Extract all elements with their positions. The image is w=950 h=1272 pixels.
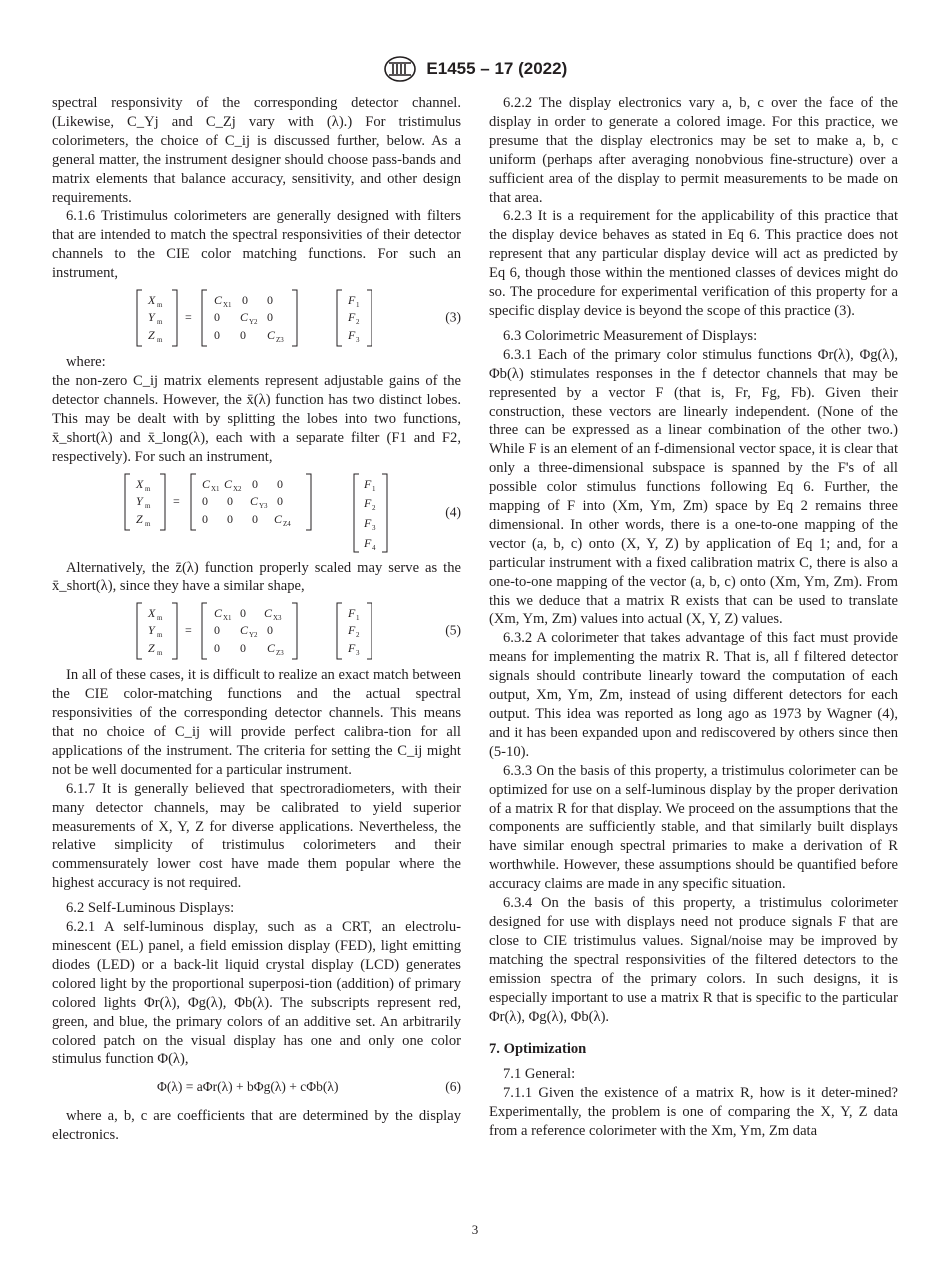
equation-6 — [52, 1075, 461, 1101]
svg-text:1: 1 — [356, 614, 360, 623]
svg-text:X1: X1 — [223, 614, 232, 623]
svg-text:0: 0 — [240, 606, 246, 621]
svg-text:0: 0 — [267, 293, 273, 308]
paragraph-alternatively: Alternatively, the z̄(λ) function properly scaled may serve as the x̄_short(λ), since they have a similar shape, — [52, 559, 461, 595]
svg-text:F: F — [348, 328, 356, 343]
svg-text:Z4: Z4 — [283, 519, 291, 528]
svg-text:0: 0 — [267, 310, 273, 325]
svg-text:0: 0 — [240, 328, 246, 343]
svg-text:m: m — [145, 519, 151, 528]
svg-text:C: C — [250, 493, 259, 508]
svg-text:2: 2 — [356, 631, 360, 640]
equation-4-matrix — [52, 471, 392, 555]
svg-text:C: C — [202, 476, 211, 491]
paragraph-6-2-1: 6.2.1 A self-luminous display, such as a CRT, an electrolu-minescent (EL) panel, a field emission display (FED), light emitting diodes (LED) or a back-lit liquid crystal display (LCD) generates colored light by the proportional superposi-tion (addition) of primary colored lights Φr(λ), Φg(λ), Φb(λ). The subscripts represent red, green, and blue, the primary colors of an additive set. An arbitrarily colored patch on the visual display has one and only one color stimulus function Φ(λ), — [52, 919, 461, 1068]
svg-text:m: m — [145, 484, 151, 493]
svg-text:2: 2 — [372, 503, 376, 512]
svg-text:=: = — [173, 493, 180, 508]
svg-text:0: 0 — [227, 493, 233, 508]
section-6-2-heading: 6.2 Self-Luminous Displays: — [66, 900, 235, 917]
svg-text:C: C — [214, 606, 223, 621]
svg-text:X3: X3 — [273, 614, 282, 623]
svg-text:0: 0 — [267, 623, 273, 638]
svg-text:X: X — [148, 293, 156, 308]
paragraph-6-3-3: 6.3.3 On the basis of this property, a tristimulus colorimeter can be optimized for use on a self-luminous display by the proper derivation of a matrix R for that display. We proceed on the assumptions that the components are sufficiently stable, and that similarly built displays have similar enough spectral primaries to make a derivation of R worthwhile. However, these assumptions should be quantified before accuracy claims are made in any specific situation. — [489, 762, 898, 893]
equation-5-number: (5) — [445, 622, 461, 638]
svg-text:0: 0 — [277, 476, 283, 491]
svg-text:C: C — [214, 293, 223, 308]
page-number: 3 — [471, 1222, 479, 1237]
paragraph-7-1-1: 7.1.1 Given the existence of a matrix R, how is it deter-mined? Experimentally, the problem is one of comparing the X, Y, Z data from a reference colorimeter with the Xm, Ym, Zm data — [489, 1085, 898, 1140]
where-label: where: — [66, 354, 106, 371]
svg-text:Y3: Y3 — [259, 501, 268, 510]
svg-text:m: m — [157, 649, 163, 658]
svg-text:0: 0 — [214, 328, 220, 343]
svg-text:C: C — [267, 641, 276, 656]
paragraph-6-2-2: 6.2.2 The display electronics vary a, b, c over the face of the display in order to generate a colored image. For this practice, we presume that the display electronics may be set to make a, b, c uniform (perhaps after averaging nonobvious fine-structure) over a sufficient area of the display to permit measurements to be made on that area. — [489, 95, 898, 206]
section-7-heading: 7. Optimization — [489, 1041, 587, 1058]
svg-text:F: F — [348, 293, 356, 308]
svg-text:=: = — [185, 310, 192, 325]
svg-text:F: F — [348, 606, 356, 621]
equation-6-number: (6) — [445, 1079, 461, 1095]
svg-text:3: 3 — [372, 523, 376, 532]
right-column — [489, 94, 898, 1141]
equation-5-matrix — [52, 600, 372, 662]
svg-text:F: F — [348, 641, 356, 656]
paragraph-6-1-7: 6.1.7 It is generally believed that spectroradiometers, with their many detector channels, may be calibrated to yield superior measurements of X, Y, Z for diverse applications. Nevertheless, the relative simplicity of tristimulus colorimeters and their commensurately lower cost have made them popular where the highest accuracy is not required. — [52, 780, 461, 892]
svg-text:C: C — [267, 328, 276, 343]
svg-text:1: 1 — [356, 301, 360, 310]
svg-text:F: F — [364, 476, 372, 491]
paragraph-6-3-2: 6.3.2 A colorimeter that takes advantage of this fact must provide means for implementing the matrix R. That is, all f filtered detector signals should contribute linearly toward the computation of each output, Xm, Ym, Zm, instead of using different detectors for each output. This idea was reported as long ago as 1973 by Wagner (4), and it has been expanded upon and rediscovered by others since then (5-10). — [489, 630, 898, 760]
svg-text:3: 3 — [356, 649, 360, 658]
svg-text:0: 0 — [252, 511, 258, 526]
page-header — [0, 55, 950, 83]
svg-text:m: m — [157, 336, 163, 345]
paragraph-where-abc: where a, b, c are coefficients that are determined by the display electronics. — [52, 1108, 461, 1144]
svg-text:0: 0 — [214, 641, 220, 656]
equation-5 — [52, 600, 461, 662]
svg-text:C: C — [274, 511, 283, 526]
svg-text:3: 3 — [356, 336, 360, 345]
svg-text:Y2: Y2 — [249, 631, 258, 640]
svg-text:C: C — [240, 310, 249, 325]
svg-text:X2: X2 — [233, 484, 242, 493]
svg-text:F: F — [364, 495, 372, 510]
left-column — [52, 94, 461, 1145]
svg-text:2: 2 — [356, 318, 360, 327]
svg-text:Y: Y — [148, 310, 155, 325]
svg-text:X: X — [136, 476, 144, 491]
svg-text:=: = — [185, 623, 192, 638]
svg-text:m: m — [157, 318, 163, 327]
svg-text:0: 0 — [242, 293, 248, 308]
svg-text:0: 0 — [202, 511, 208, 526]
svg-text:F: F — [348, 623, 356, 638]
svg-text:0: 0 — [214, 310, 220, 325]
svg-text:F: F — [348, 310, 356, 325]
paragraph-6-3-1: 6.3.1 Each of the primary color stimulus functions Φr(λ), Φg(λ), Φb(λ) stimulates responses in the f detector channels that may be represented by a vector F (that is, Fr, Fg, Fb). Given their construction, these vectors are linearly independent. (None of the three can be expressed as a linear combination of the other two.) While F is an element of an f-dimensional vector space, it is clear that only a three-dimensional subspace is spanned by the F's of all possible color stimulus functions following Eq 6. Further, the mapping of F into (Xm, Ym, Zm) space by Eq 2 remains three dimensional. In other words, there is a one-to-one mapping of the vector (a, b, c) onto (X, Y, Z) by application of Eq 1; and, for a particular instrument with a fixed calibration matrix C, there is also a one-to-one mapping of the vector (a, b, c) onto (Xm, Ym, Zm). From this we deduce that a matrix R exists that can be used to translate (Xm, Ym, Zm) values into actual (X, Y, Z) values. — [489, 346, 898, 628]
svg-text:m: m — [157, 631, 163, 640]
svg-text:F: F — [364, 515, 372, 530]
svg-text:X1: X1 — [223, 301, 232, 310]
equation-3-matrix — [52, 287, 372, 349]
svg-text:Z: Z — [148, 641, 155, 656]
svg-text:C: C — [240, 623, 249, 638]
paragraph-continuation: spectral responsivity of the corresponding detector channel. (Likewise, C_Yj and C_Zj vary with (λ).) For tristimulus colorimeters, the choice of C_ij is discussed further, below. As a general matter, the instrument designer should choose pass-bands and matrix elements that balance accuracy, sensitivity, and other design requirements. — [52, 95, 461, 206]
svg-text:Y2: Y2 — [249, 318, 258, 327]
svg-text:Z3: Z3 — [276, 336, 284, 345]
paragraph-6-3-4: 6.3.4 On the basis of this property, a tristimulus colorimeter designed for use with displays need not produce signals F that are close to CIE tristimulus values. Signal/noise may be improved by matching the spectral responsivities of the filtered detectors to the emission spectra of the primary colors. In such designs, it is especially important to use a matrix R that is specific to the particular Φr(λ), Φg(λ), Φb(λ). — [489, 895, 898, 1025]
equation-4 — [52, 471, 461, 555]
svg-text:0: 0 — [252, 476, 258, 491]
equation-3-number: (3) — [445, 309, 461, 325]
svg-text:4: 4 — [372, 543, 376, 552]
paragraph-6-1-6: 6.1.6 Tristimulus colorimeters are generally designed with filters that are intended to match the spectral responsivities of their detector channels to the CIE color matching functions. For such an instrument, — [52, 208, 461, 282]
equation-4-number: (4) — [445, 504, 461, 520]
section-6-3-heading: 6.3 Colorimetric Measurement of Displays: — [503, 327, 758, 344]
section-7-1-heading: 7.1 General: — [503, 1066, 576, 1083]
equation-6-body: Φ(λ) = aΦr(λ) + bΦg(λ) + cΦb(λ) — [157, 1079, 339, 1095]
svg-text:0: 0 — [214, 623, 220, 638]
paragraph-nonzero: the non-zero C_ij matrix elements represent adjustable gains of the detector channels. However, the x̄(λ) function has two distinct lobes. This may be dealt with by splitting the lobes into two functions, x̄_short(λ) and x̄_long(λ), each with a separate filter (F1 and F2, respectively). For such an instrument, — [52, 372, 461, 465]
paragraph-all-cases: In all of these cases, it is difficult to realize an exact match between the CIE color-matching functions and the actual spectral responsivities of the corresponding detector channels. This means that no choice of C_ij will provide perfect calibra-tion for all applications of the instrument. The criteria for setting the C_ij might not be well documented for a particular instrument. — [52, 667, 461, 778]
equation-3 — [52, 287, 461, 349]
svg-text:X: X — [148, 606, 156, 621]
svg-text:0: 0 — [202, 493, 208, 508]
standard-designation: E1455 – 17 (2022) — [426, 58, 568, 78]
astm-logo-icon — [383, 55, 417, 83]
svg-text:1: 1 — [372, 484, 376, 493]
svg-text:0: 0 — [277, 493, 283, 508]
svg-text:0: 0 — [227, 511, 233, 526]
svg-text:Y: Y — [136, 493, 143, 508]
svg-text:m: m — [157, 614, 163, 623]
svg-text:0: 0 — [240, 641, 246, 656]
paragraph-6-2-3: 6.2.3 It is a requirement for the applicability of this practice that the display device behaves as stated in Eq 6. This practice does not represent that any particular display device will act as predicted by Eq 6, though those within the mentioned classes of devices might do so. The procedure for experimental verification of this property for a specific display device is beyond the scope of this practice (3). — [489, 208, 898, 319]
svg-text:Y: Y — [148, 623, 155, 638]
svg-text:Z: Z — [148, 328, 155, 343]
svg-text:C: C — [224, 476, 233, 491]
svg-text:X1: X1 — [211, 484, 220, 493]
svg-text:m: m — [145, 501, 151, 510]
svg-text:F: F — [364, 535, 372, 550]
svg-text:m: m — [157, 301, 163, 310]
svg-text:Z: Z — [136, 511, 143, 526]
svg-text:C: C — [264, 606, 273, 621]
svg-text:Z3: Z3 — [276, 649, 284, 658]
